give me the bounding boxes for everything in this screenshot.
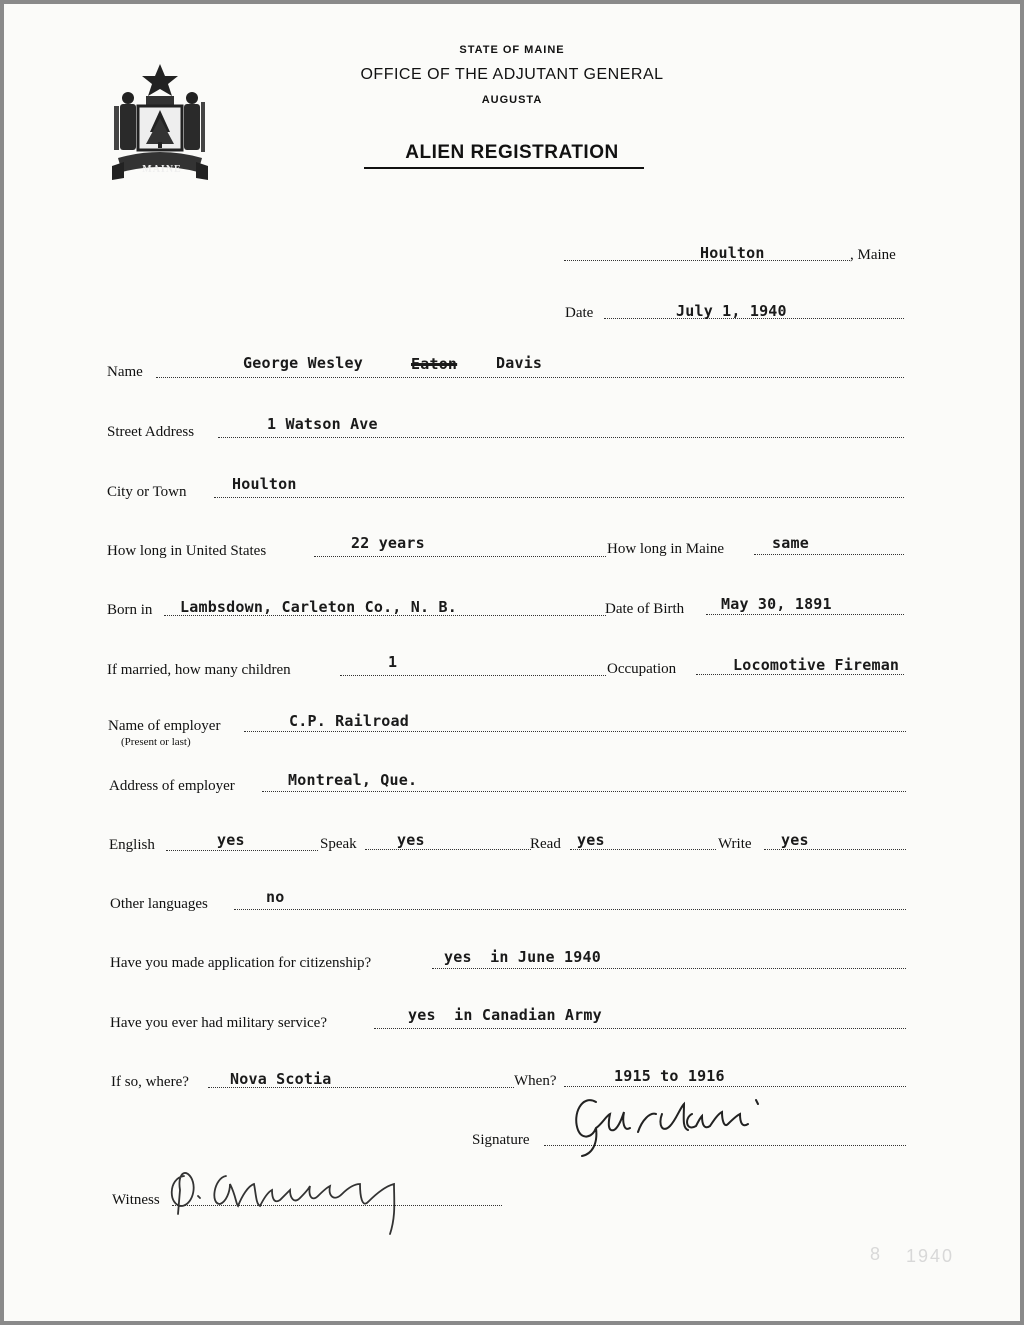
witness-signature (164, 1156, 414, 1246)
write-value: yes (781, 831, 809, 849)
where-value: Nova Scotia (230, 1070, 332, 1088)
witness-label: Witness (112, 1192, 160, 1208)
seal-banner-text: MAINE (142, 164, 182, 175)
employer-label: Name of employer (108, 718, 221, 734)
date-value: July 1, 1940 (676, 302, 787, 320)
name-line (156, 377, 904, 378)
speak-line (365, 849, 531, 850)
english-line (166, 850, 318, 851)
write-line (764, 849, 906, 850)
military-value: yes in Canadian Army (408, 1006, 602, 1024)
page-title: ALIEN REGISTRATION (405, 142, 619, 163)
employer-line (244, 731, 906, 732)
faint-stamp-year: 1940 (906, 1246, 955, 1266)
employer-address-line (262, 791, 906, 792)
city-value: Houlton (232, 475, 297, 493)
how-long-us-value: 22 years (351, 534, 425, 552)
faint-stamp-number: 8 (870, 1244, 883, 1264)
employer-value: C.P. Railroad (289, 712, 409, 730)
how-long-maine-line (754, 554, 904, 555)
when-label: When? (514, 1073, 557, 1089)
children-value: 1 (388, 653, 398, 671)
occupation-value: Locomotive Fireman (733, 656, 900, 674)
occupation-label: Occupation (607, 661, 677, 677)
street-value: 1 Watson Ave (267, 415, 378, 433)
other-languages-value: no (266, 888, 285, 906)
military-label: Have you ever had military service? (110, 1015, 327, 1031)
read-value: yes (577, 831, 605, 849)
name-first: George Wesley (243, 354, 363, 372)
how-long-us-label: How long in United States (107, 543, 267, 559)
employer-address-value: Montreal, Que. (288, 771, 418, 789)
street-line (218, 437, 904, 438)
born-in-value: Lambsdown, Carleton Co., N. B. (180, 598, 457, 616)
dob-label: Date of Birth (605, 601, 685, 617)
read-label: Read (530, 836, 561, 852)
name-struck: Eaton (411, 355, 458, 373)
citizenship-value: yes in June 1940 (444, 948, 601, 966)
children-line (340, 675, 606, 676)
employer-sublabel: (Present or last) (121, 736, 191, 748)
city-label: City or Town (107, 484, 187, 500)
registration-form (4, 4, 1020, 1321)
title-underline (364, 167, 644, 169)
header-state: STATE OF MAINE (459, 44, 565, 56)
other-languages-line (234, 909, 906, 910)
street-label: Street Address (107, 424, 195, 440)
occupation-line (696, 674, 904, 675)
dob-value: May 30, 1891 (721, 595, 832, 613)
how-long-maine-label: How long in Maine (607, 541, 725, 557)
read-line (570, 849, 716, 850)
speak-label: Speak (320, 836, 357, 852)
signature-label: Signature (472, 1132, 530, 1148)
applicant-signature (552, 1084, 802, 1164)
employer-address-label: Address of employer (109, 778, 235, 794)
how-long-maine-value: same (772, 534, 809, 552)
header-office: OFFICE OF THE ADJUTANT GENERAL (360, 66, 664, 83)
citizenship-label: Have you made application for citizenship? (110, 955, 372, 971)
date-label: Date (565, 305, 594, 321)
name-label: Name (107, 364, 143, 380)
born-in-label: Born in (107, 602, 153, 618)
where-label: If so, where? (111, 1074, 189, 1090)
english-label: English (109, 837, 155, 853)
english-value: yes (217, 831, 245, 849)
when-value: 1915 to 1916 (614, 1067, 725, 1085)
header-city: AUGUSTA (481, 94, 543, 106)
speak-value: yes (397, 831, 425, 849)
military-line (374, 1028, 906, 1029)
other-languages-label: Other languages (110, 896, 208, 912)
citizenship-line (432, 968, 906, 969)
place-suffix: , Maine (850, 247, 896, 263)
dob-line (706, 614, 904, 615)
children-label: If married, how many children (107, 662, 291, 678)
city-line (214, 497, 904, 498)
how-long-us-line (314, 556, 606, 557)
name-last: Davis (496, 354, 543, 372)
write-label: Write (718, 836, 752, 852)
place-value: Houlton (700, 244, 765, 262)
